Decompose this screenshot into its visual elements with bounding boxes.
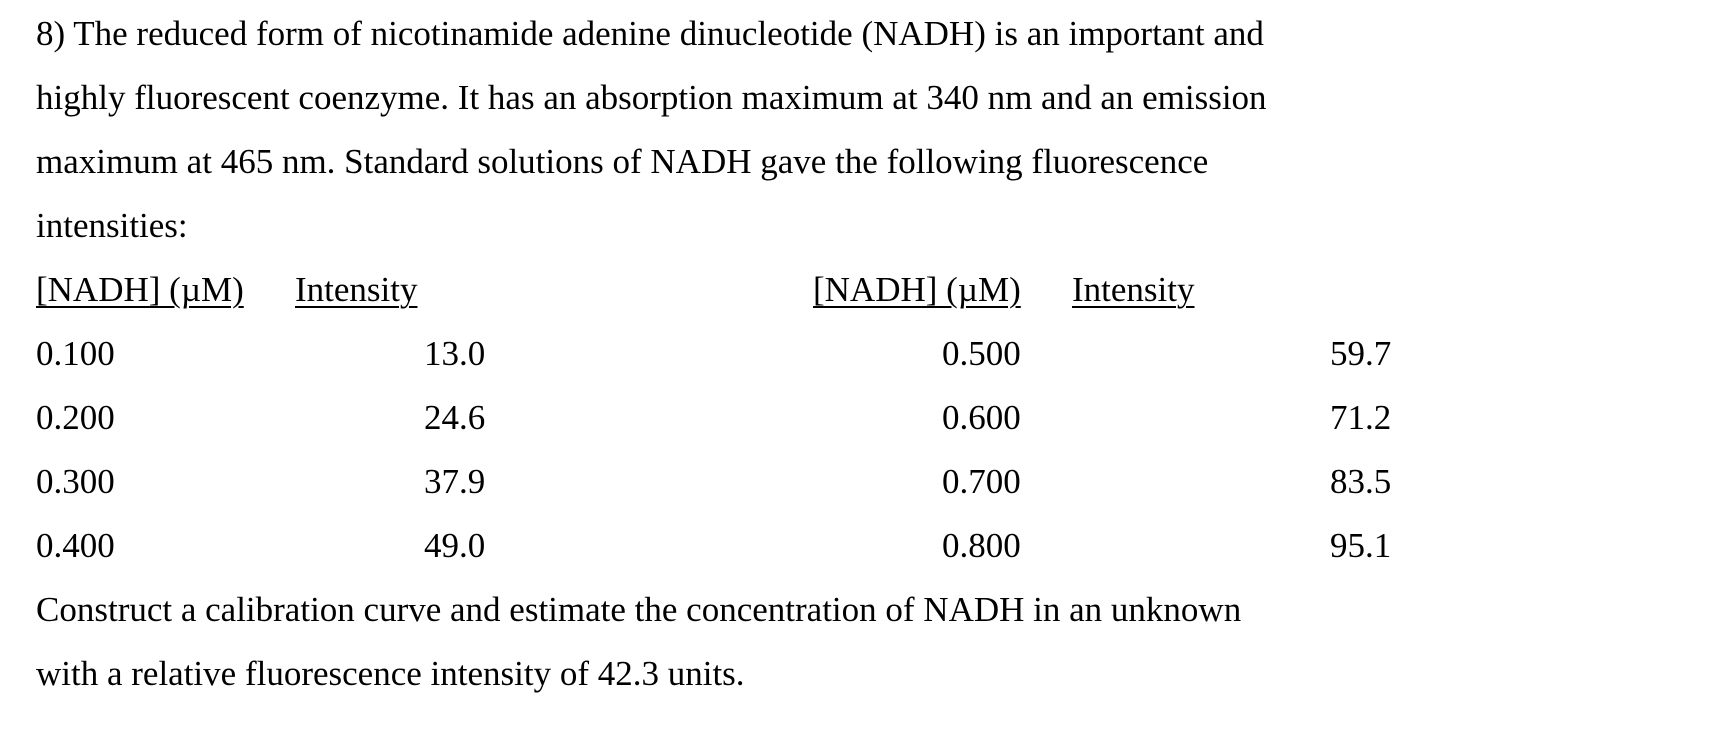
right-row-1-intensity: 59.7 — [1330, 334, 1392, 373]
left-row-4-intensity: 49.0 — [424, 526, 486, 565]
right-row-4-conc: 0.800 — [942, 526, 1021, 565]
left-row-3-conc: 0.300 — [36, 462, 115, 501]
right-header-concentration: [NADH] (µM) — [813, 270, 1021, 309]
right-row-1-conc: 0.500 — [942, 334, 1021, 373]
right-row-2-intensity: 71.2 — [1330, 398, 1392, 437]
right-row-3-conc: 0.700 — [942, 462, 1021, 501]
left-row-2-conc: 0.200 — [36, 398, 115, 437]
closing-line-1: Construct a calibration curve and estimate the concentration of NADH in an unknown — [36, 590, 1242, 629]
problem-line-2: highly fluorescent coenzyme. It has an absorption maximum at 340 nm and an emission — [36, 78, 1267, 117]
left-row-1-intensity: 13.0 — [424, 334, 486, 373]
right-row-4-intensity: 95.1 — [1330, 526, 1392, 565]
left-row-3-intensity: 37.9 — [424, 462, 486, 501]
problem-line-3: maximum at 465 nm. Standard solutions of NADH gave the following fluorescence — [36, 142, 1209, 181]
right-row-3-intensity: 83.5 — [1330, 462, 1392, 501]
left-row-4-conc: 0.400 — [36, 526, 115, 565]
left-row-1-conc: 0.100 — [36, 334, 115, 373]
left-header-intensity: Intensity — [295, 270, 418, 309]
problem-line-4: intensities: — [36, 206, 188, 245]
closing-line-2: with a relative fluorescence intensity of 42.3 units. — [36, 654, 745, 693]
left-row-2-intensity: 24.6 — [424, 398, 486, 437]
right-row-2-conc: 0.600 — [942, 398, 1021, 437]
problem-line-1: 8) The reduced form of nicotinamide adenine dinucleotide (NADH) is an important and — [36, 14, 1264, 53]
left-header-concentration: [NADH] (µM) — [36, 270, 244, 309]
right-header-intensity: Intensity — [1072, 270, 1195, 309]
